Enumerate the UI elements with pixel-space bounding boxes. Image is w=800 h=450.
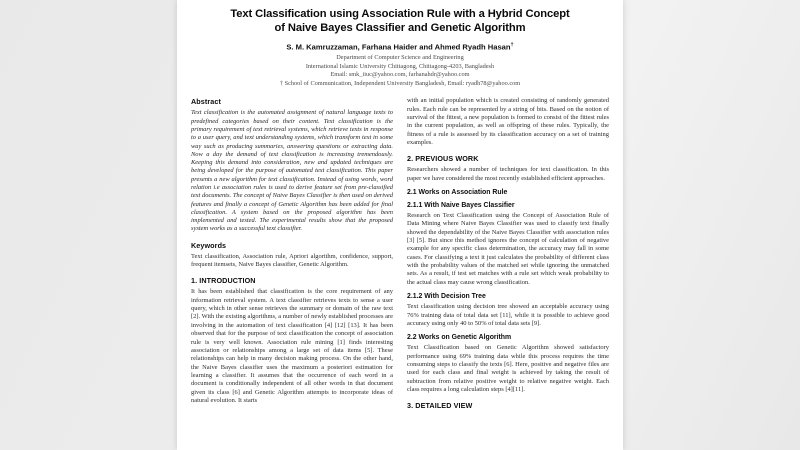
keywords-text: Text classification, Association rule, Apriori algorithm, confidence, support, frequent itemsets, Naive Bayes classifier, Genetic Algorithm. (191, 252, 393, 269)
section-212-text: Text classification using decision tree showed an acceptable accuracy using 76% training data of total data set [11], while it is possible to achieve good accuracy using only 40 to 50% of total data sets [9]. (407, 303, 609, 327)
affiliation-second: † School of Communication, Independent University Bangladesh, Email: ryadh78@yahoo.com (279, 79, 521, 87)
paper-title-line1: Text Classification using Association Rule with a Hybrid Concept (230, 8, 570, 20)
author-dagger-marker: † (510, 42, 514, 49)
left-column (191, 97, 393, 413)
section-22-heading: 2.2 Works on Genetic Algorithm (407, 334, 512, 342)
abstract-heading: Abstract (191, 97, 221, 107)
previous-work-heading: 2. PREVIOUS WORK (407, 154, 479, 164)
section-212-heading: 2.1.2 With Decision Tree (407, 293, 486, 301)
introduction-heading: 1. INTRODUCTION (191, 276, 256, 286)
section-22-text: Text Classification based on Genetic Algorithm showed satisfactory performance using 69% training data while this process requires the time consuming steps to classify the texts [6]. Here, positive and negative files are used for each class and final weight is achieved by taking the result of subtraction from relative positive weight to relative negative weight. Each class requires a long calculation steps [4][11]. (407, 344, 609, 393)
previous-work-text: Researchers showed a number of techniques for text classification. In this paper we have considered the most recently established efficient approaches. (407, 166, 609, 182)
affiliation-university: International Islamic University Chittagong, Chittagong-4203, Bangladesh (305, 62, 495, 70)
detailed-view-heading: 3. DETAILED VIEW (407, 401, 473, 411)
introduction-continuation-text: with an initial population which is created consisting of randomly generated rules. Each rule can be represented by a string of bits. Based on the notion of survival of the fittest, a new population is formed to consist of the fittest rules in the current population, as well as offspring of these rules. Typically, the fitness of a rule is assessed by its classification accuracy on a set of training examples. (407, 97, 609, 147)
keywords-heading: Keywords (191, 240, 227, 250)
paper-columns (191, 97, 609, 413)
introduction-text: It has been established that classification is the core requirement of any information retrieval system. A text classifier retrieves texts to sense a user query, which in other sense retrieves the summary or domain of the raw text [2]. With the existing algorithms, a number of newly established processes are involving in the automation of text classification [4] [12] [13]. It has been observed that for the purpose of text classification the concept of association rule is very well known. Association rule mining [1] finds interesting association or relationships among a large set of data items [5]. These relationships can help in many decision making process. On the other hand, the Naive Bayes classifier uses the maximum a posteriori estimation for learning a classifier. It assumes that the occurrence of each word in a document is conditionally independent of all other words in that document given its class [6] and Genetic Algorithm attempts to incorporate ideas of natural evolution. It starts (191, 288, 393, 404)
paper-page (177, 0, 623, 450)
section-211-text: Research on Text Classification using the Concept of Association Rule of Data Mining where Naive Bayes Classifier was used to classify text finally showed the dependability of the Naive Bayes Classifier with association rules [3] [5]. But since this method ignores the concept of calculation of negative example for any specific class determination, the accuracy may fall in some cases. For classifying a text it just calculates the probability of different class with the probability values of the matched set while ignoring the unmatched sets. As a result, if test set matches with a rule set which weak probability to the actual class may cause wrong classification. (407, 212, 609, 286)
affiliation-block (191, 54, 609, 88)
paper-title-line2: of Naive Bayes Classifier and Genetic Algorithm (274, 22, 526, 35)
abstract-text: Text classification is the automated assignment of natural language texts to predefined categories based on their content. Text classification is the primary requirement of text retrieval systems, which retrieve texts in response to a user query, and text understanding systems, which transform text in some way such as producing summaries, answering questions or extracting data. Now a day the demand of text classification is increasing tremendously. Keeping this demand into consideration, new and updated techniques are being developed for the purpose of automated text classification. This paper presents a new algorithm for text classification. Instead of using words, word relation i.e association rules is used to derive feature set from pre-classified text documents. The concept of Naive Bayes Classifier is then used on derived features and finally a concept of Genetic Algorithm has been added for final classification. A system based on the proposed algorithm has been implemented and tested. The experimental results show that the proposed system works as a successful text classifier. (191, 109, 393, 233)
right-column (407, 97, 609, 413)
paper-authors (191, 42, 609, 52)
section-211-heading: 2.1.1 With Naive Bayes Classifier (407, 202, 515, 210)
author-names: S. M. Kamruzzaman, Farhana Haider and Ahmed Ryadh Hasan (286, 42, 511, 52)
affiliation-email: Email: smk_iiuc@yahoo.com, farhanahdr@yahoo.com (330, 71, 470, 79)
paper-title (199, 7, 601, 35)
affiliation-department: Department of Computer Science and Engineering (336, 53, 464, 61)
section-21-heading: 2.1 Works on Association Rule (407, 189, 508, 197)
